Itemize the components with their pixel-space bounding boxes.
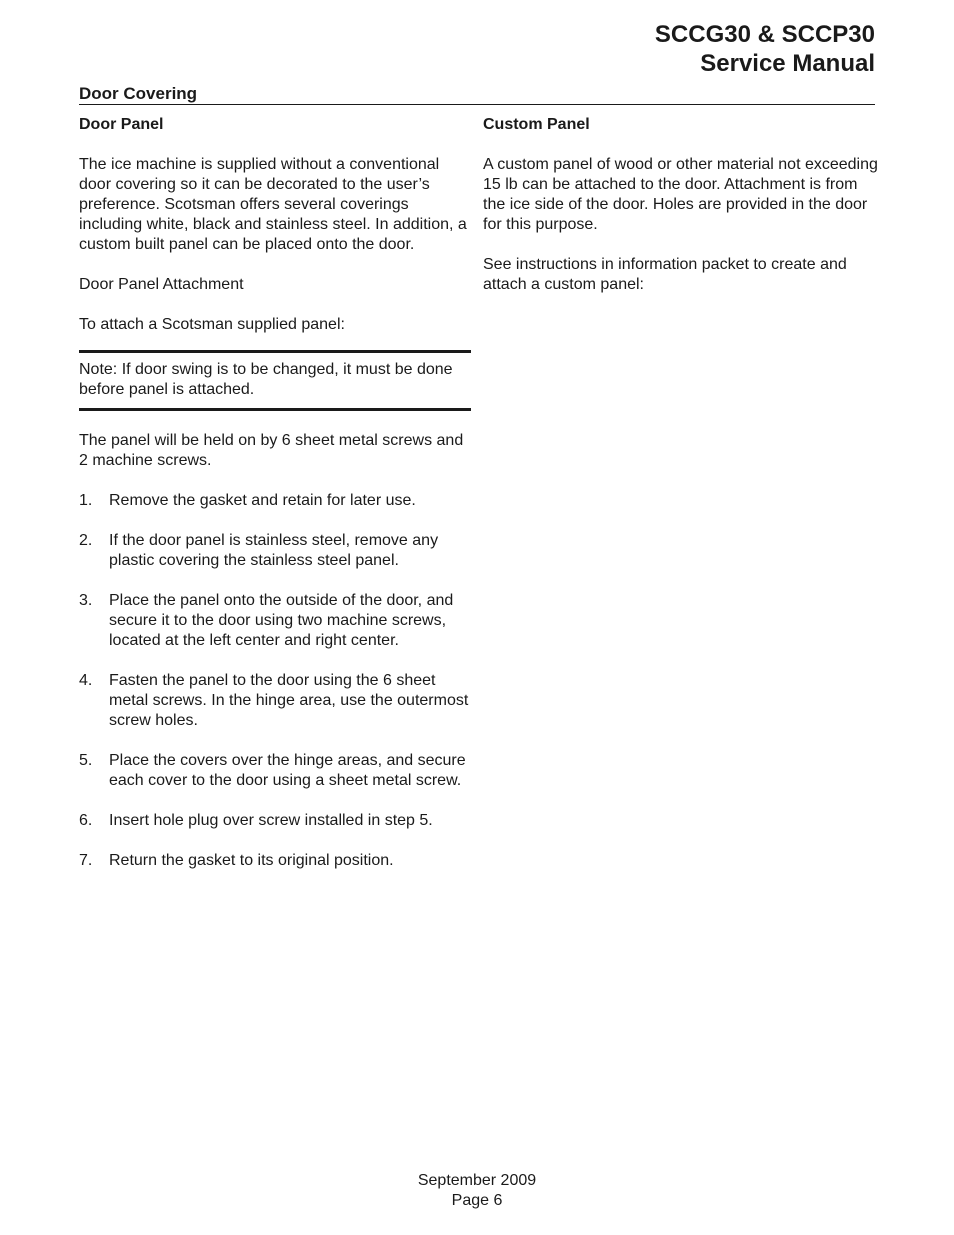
list-item (79, 591, 471, 651)
attach-lead-text: To attach a Scotsman supplied panel: (79, 316, 345, 333)
step-number: 3. (79, 592, 93, 609)
door-panel-heading: Door Panel (79, 116, 164, 133)
list-item (79, 531, 471, 571)
door-panel-intro: The ice machine is supplied without a conventional door covering so it can be decorated to the user’s preference. Scotsman offers several coverings including white, black and stainless steel. In addition, a custom built panel can be placed onto the door. (79, 156, 467, 253)
step-text: If the door panel is stainless steel, remove any plastic covering the stainless steel panel. (109, 532, 439, 569)
step-text: Insert hole plug over screw installed in step 5. (109, 812, 433, 829)
step-number: 6. (79, 812, 93, 829)
document-title (655, 20, 875, 78)
footer-page-number: Page 6 (451, 1192, 503, 1209)
document-title-line1: SCCG30 & SCCP30 (654, 21, 875, 48)
footer-date: September 2009 (417, 1172, 537, 1189)
list-item (79, 491, 471, 511)
page-footer (0, 1171, 954, 1211)
section-divider (79, 104, 875, 105)
right-column (483, 115, 878, 315)
list-item (79, 671, 471, 731)
step-text: Remove the gasket and retain for later use. (109, 492, 416, 509)
custom-panel-paragraph: A custom panel of wood or other material not exceeding 15 lb can be attached to the door. Attachment is from the ice side of the door. Holes are provided in the door for this purpose. (483, 156, 878, 233)
step-number: 7. (79, 852, 93, 869)
step-number: 2. (79, 532, 93, 549)
door-panel-attachment-heading: Door Panel Attachment (79, 276, 244, 293)
step-number: 1. (79, 492, 93, 509)
section-heading: Door Covering (79, 84, 198, 103)
step-text: Place the covers over the hinge areas, and secure each cover to the door using a sheet metal screw. (109, 752, 466, 789)
list-item (79, 851, 471, 871)
screws-text: The panel will be held on by 6 sheet metal screws and 2 machine screws. (79, 432, 464, 469)
left-column (79, 115, 471, 891)
note-box (79, 350, 471, 411)
custom-panel-heading: Custom Panel (483, 116, 590, 133)
step-text: Return the gasket to its original position. (109, 852, 394, 869)
step-number: 4. (79, 672, 93, 689)
steps-list (79, 491, 471, 871)
document-title-line2: Service Manual (700, 50, 875, 77)
step-text: Place the panel onto the outside of the door, and secure it to the door using two machine screws, located at the left center and right center. (109, 592, 454, 649)
list-item (79, 751, 471, 791)
step-text: Fasten the panel to the door using the 6 sheet metal screws. In the hinge area, use the outermost screw holes. (109, 672, 469, 729)
list-item (79, 811, 471, 831)
custom-panel-instructions: See instructions in information packet to create and attach a custom panel: (483, 256, 847, 293)
note-text: Note: If door swing is to be changed, it must be done before panel is attached. (79, 361, 453, 398)
step-number: 5. (79, 752, 93, 769)
